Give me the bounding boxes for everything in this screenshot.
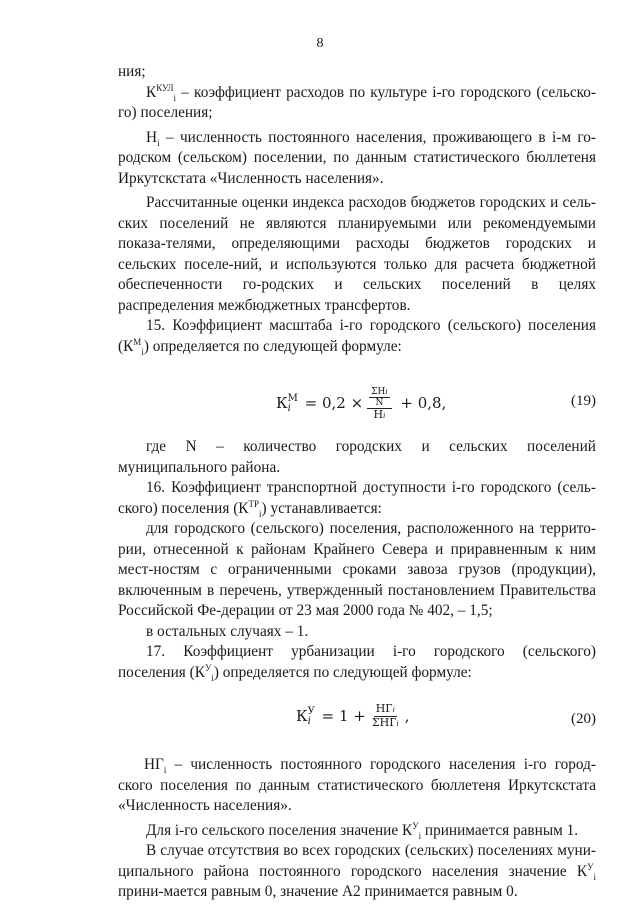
paragraph-text: Для i-го сельского поселения значение К: [146, 821, 413, 839]
formula-operator: = 0,2 ×: [299, 394, 364, 413]
superscript-m: М: [133, 336, 142, 347]
formula-tail: ,: [404, 707, 410, 726]
paragraph-text: 16. Коэффициент транспортной доступности i-го городского (сель-ского) поселения (К: [118, 479, 596, 517]
formula-lhs-sup: У: [307, 705, 315, 717]
inner-numerator: ΣНi: [371, 387, 388, 397]
formula-lhs-sub: i: [287, 402, 291, 414]
subscript-i: i: [141, 346, 144, 357]
definition-k-kul: [118, 83, 596, 124]
formula-20: [296, 703, 410, 730]
formula-20-row: [118, 699, 596, 741]
subscript-i: i: [259, 508, 262, 519]
symbol-k: (К: [189, 663, 205, 681]
subscript-i: i: [211, 672, 214, 683]
fraction-denominator: ΣНГi: [371, 716, 399, 729]
paragraph-estimates: Рассчитанные оценки индекса расходов бюджетов городских и сель-ских поселений не являются планируемыми или рекомендуемыми показа-телями, определяющими расходы бюджетов городских и сельских поселе-ний, и используются только для расчета бюджетной обеспеченности го-родских и сельских поселений в целях распределения межбюджетных трансфертов.: [118, 194, 596, 314]
paragraph-text: ) устанавливается:: [261, 499, 382, 517]
equation-number-19: (19): [571, 393, 596, 409]
inner-denominator: N: [375, 398, 384, 408]
subscript-i: i: [157, 137, 160, 148]
paragraph-continuation: ния;: [118, 63, 146, 80]
superscript-tr: ТР: [248, 498, 260, 509]
document-body: [118, 62, 596, 903]
symbol-k: К: [146, 83, 157, 101]
fraction-denominator: Нi: [373, 408, 386, 421]
paragraph-text: ) определяется по следующей формуле:: [213, 663, 472, 681]
paragraph-ng-definition: [118, 755, 596, 817]
subscript-i: i: [593, 871, 596, 882]
page-number: 8: [316, 36, 324, 51]
fraction-numerator: НГi: [375, 702, 395, 715]
paragraph-17: [118, 642, 596, 683]
paragraph-other-cases: в остальных случаях – 1.: [146, 622, 309, 640]
paragraph-north: для городского (сельского) поселения, расположенного на террито-рии, отнесенной к районам Крайнего Севера и приравненным к ним мест-ностям с ограниченными сроками завоза грузов (продукции), включенным в перечень, утвержденный постановлением Правительства Российской Фе-дерации от 23 мая 2000 года № 402, – 1,5;: [118, 520, 596, 619]
paragraph-text: В случае отсутствия во всех городских (сельских) поселениях муни-ципального района постоянного городского населения значение К: [118, 842, 596, 880]
inner-fraction: [369, 387, 389, 408]
formula-lhs-sub: i: [307, 715, 311, 727]
formula-lhs: К: [296, 707, 308, 726]
subscript-i: i: [418, 830, 422, 841]
definition-text: – коэффициент расходов по культуре i-го городского (сельско-го) поселения;: [118, 83, 596, 121]
equation-number-20: (20): [571, 711, 596, 727]
paragraph-text: – численность постоянного городского населения i-го город-ского поселения по данным статистического бюллетеня Иркутскстата «Численность населения».: [118, 756, 596, 814]
symbol-ng: НГ: [144, 756, 164, 773]
symbol-k: (К: [118, 337, 134, 355]
paragraph-text: принимается равным 1.: [421, 821, 579, 839]
formula-tail: + 0,8,: [395, 394, 447, 413]
paragraph-text: 15. Коэффициент масштаба i-го городского (сельского) поселения: [146, 317, 596, 334]
formula-19: [276, 385, 446, 422]
definition-text: – численность постоянного населения, проживающего в i-м го-родском (сельском) поселении, по данным статистического бюллетеня Иркутскстата «Численность населения».: [118, 128, 596, 187]
subscript-i: i: [173, 92, 177, 103]
formula-lhs-sup: М: [287, 392, 298, 404]
paragraph-16: [118, 478, 596, 519]
paragraph-text: ) определяется по следующей формуле:: [143, 337, 402, 355]
definition-n: [118, 128, 596, 190]
paragraph-text: 17. Коэффициент урбанизации i-го городского (сельского) поселения: [118, 643, 596, 681]
formula-fraction: [367, 385, 391, 422]
symbol-n: Н: [146, 128, 158, 146]
superscript-u: У: [204, 662, 212, 673]
paragraph-rural: [118, 821, 596, 842]
formula-19-row: [118, 377, 596, 423]
paragraph-absence: [118, 841, 596, 903]
paragraph-n-definition: где N – количество городских и сельских поселений муниципального района.: [118, 438, 596, 476]
superscript-kul: КУЛ: [156, 82, 174, 93]
formula-fraction: [370, 703, 401, 730]
formula-operator: = 1 +: [316, 707, 366, 726]
formula-lhs: К: [276, 394, 288, 413]
subscript-i: i: [163, 765, 167, 776]
superscript-u: У: [587, 861, 594, 872]
superscript-u: У: [412, 820, 419, 831]
paragraph-15: [118, 316, 596, 357]
paragraph-text: прини-мается равным 0, значение А2 принимается равным 0.: [118, 883, 518, 900]
fraction-numerator: [367, 385, 391, 409]
